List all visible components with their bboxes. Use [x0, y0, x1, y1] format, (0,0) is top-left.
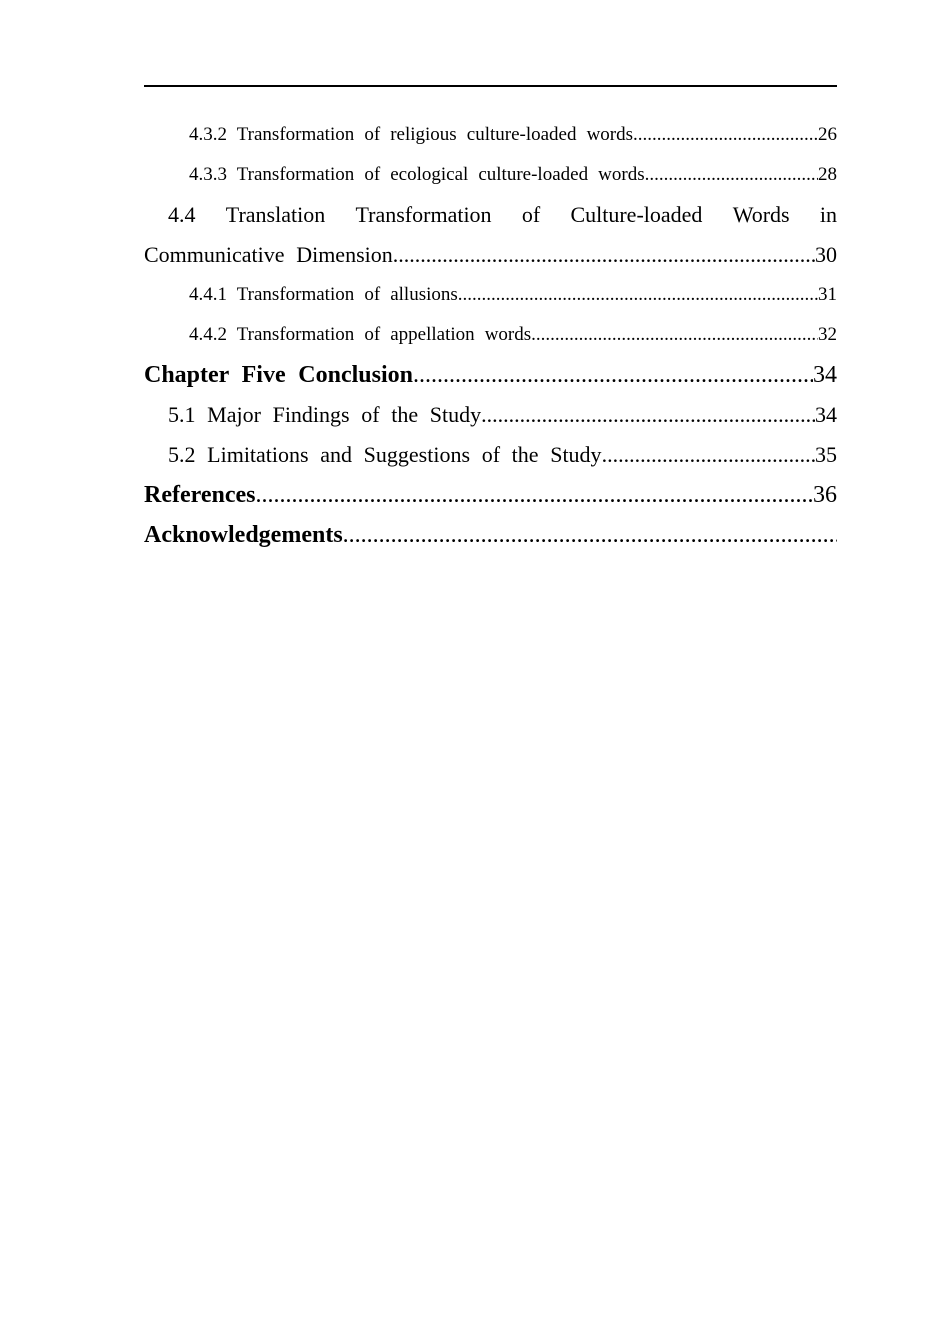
toc-entry-page: 30	[815, 242, 837, 267]
toc-entry-page: 31	[818, 284, 837, 305]
toc-entry-word: Culture-loaded	[570, 202, 703, 227]
toc-entry-title: 4.4.1 Transformation of allusions	[189, 284, 458, 305]
toc-entry-word: of	[521, 202, 541, 227]
dot-leader	[393, 235, 815, 275]
toc-entry-4-4-1[interactable]	[144, 275, 837, 315]
dot-leader	[481, 395, 815, 435]
toc-entry-references[interactable]	[144, 475, 837, 515]
header-rule	[144, 85, 837, 87]
dot-leader	[413, 355, 813, 395]
toc-entry-4-4-2[interactable]	[144, 315, 837, 355]
dot-leader	[343, 515, 837, 555]
toc-entry-4-3-2[interactable]	[144, 115, 837, 155]
toc-entry-page: 34	[815, 402, 837, 427]
toc-entry-page: 26	[818, 124, 837, 145]
dot-leader	[645, 155, 818, 195]
toc-entry-word: Translation	[225, 202, 326, 227]
table-of-contents	[144, 115, 837, 555]
toc-entry-title-line2-row	[144, 235, 837, 275]
dot-leader	[602, 435, 815, 475]
toc-entry-chapter-five[interactable]	[144, 355, 837, 395]
toc-entry-page: 34	[813, 362, 837, 388]
toc-entry-5-1[interactable]	[144, 395, 837, 435]
toc-entry-title: 4.3.2 Transformation of religious culture-loaded words	[189, 124, 634, 145]
toc-entry-title: 4.3.3 Transformation of ecological culture-loaded words	[189, 164, 645, 185]
toc-entry-title-line2: Communicative Dimension	[144, 242, 393, 267]
toc-entry-4-4[interactable]	[144, 195, 837, 275]
toc-entry-title: References	[144, 482, 256, 508]
toc-entry-word: Transformation	[355, 202, 492, 227]
toc-entry-title: Acknowledgements	[144, 522, 343, 548]
toc-entry-5-2[interactable]	[144, 435, 837, 475]
toc-entry-acknowledgements[interactable]	[144, 515, 837, 555]
dot-leader	[458, 275, 818, 315]
dot-leader	[531, 315, 818, 355]
toc-entry-page: 35	[815, 442, 837, 467]
toc-entry-title: 5.1 Major Findings of the Study	[168, 402, 482, 427]
toc-entry-word: Words	[732, 202, 790, 227]
toc-entry-word: 4.4	[168, 202, 196, 227]
toc-entry-title-line1	[144, 195, 837, 235]
toc-entry-title: 5.2 Limitations and Suggestions of the Study	[168, 442, 602, 467]
toc-entry-page: 28	[818, 164, 837, 185]
dot-leader	[633, 115, 818, 155]
toc-entry-4-3-3[interactable]	[144, 155, 837, 195]
toc-entry-title: 4.4.2 Transformation of appellation words	[189, 324, 532, 345]
toc-entry-title: Chapter Five Conclusion	[144, 362, 414, 388]
dot-leader	[256, 475, 814, 515]
toc-entry-page: 36	[813, 482, 837, 508]
toc-entry-word: in	[819, 202, 837, 227]
toc-entry-page: 32	[818, 324, 837, 345]
